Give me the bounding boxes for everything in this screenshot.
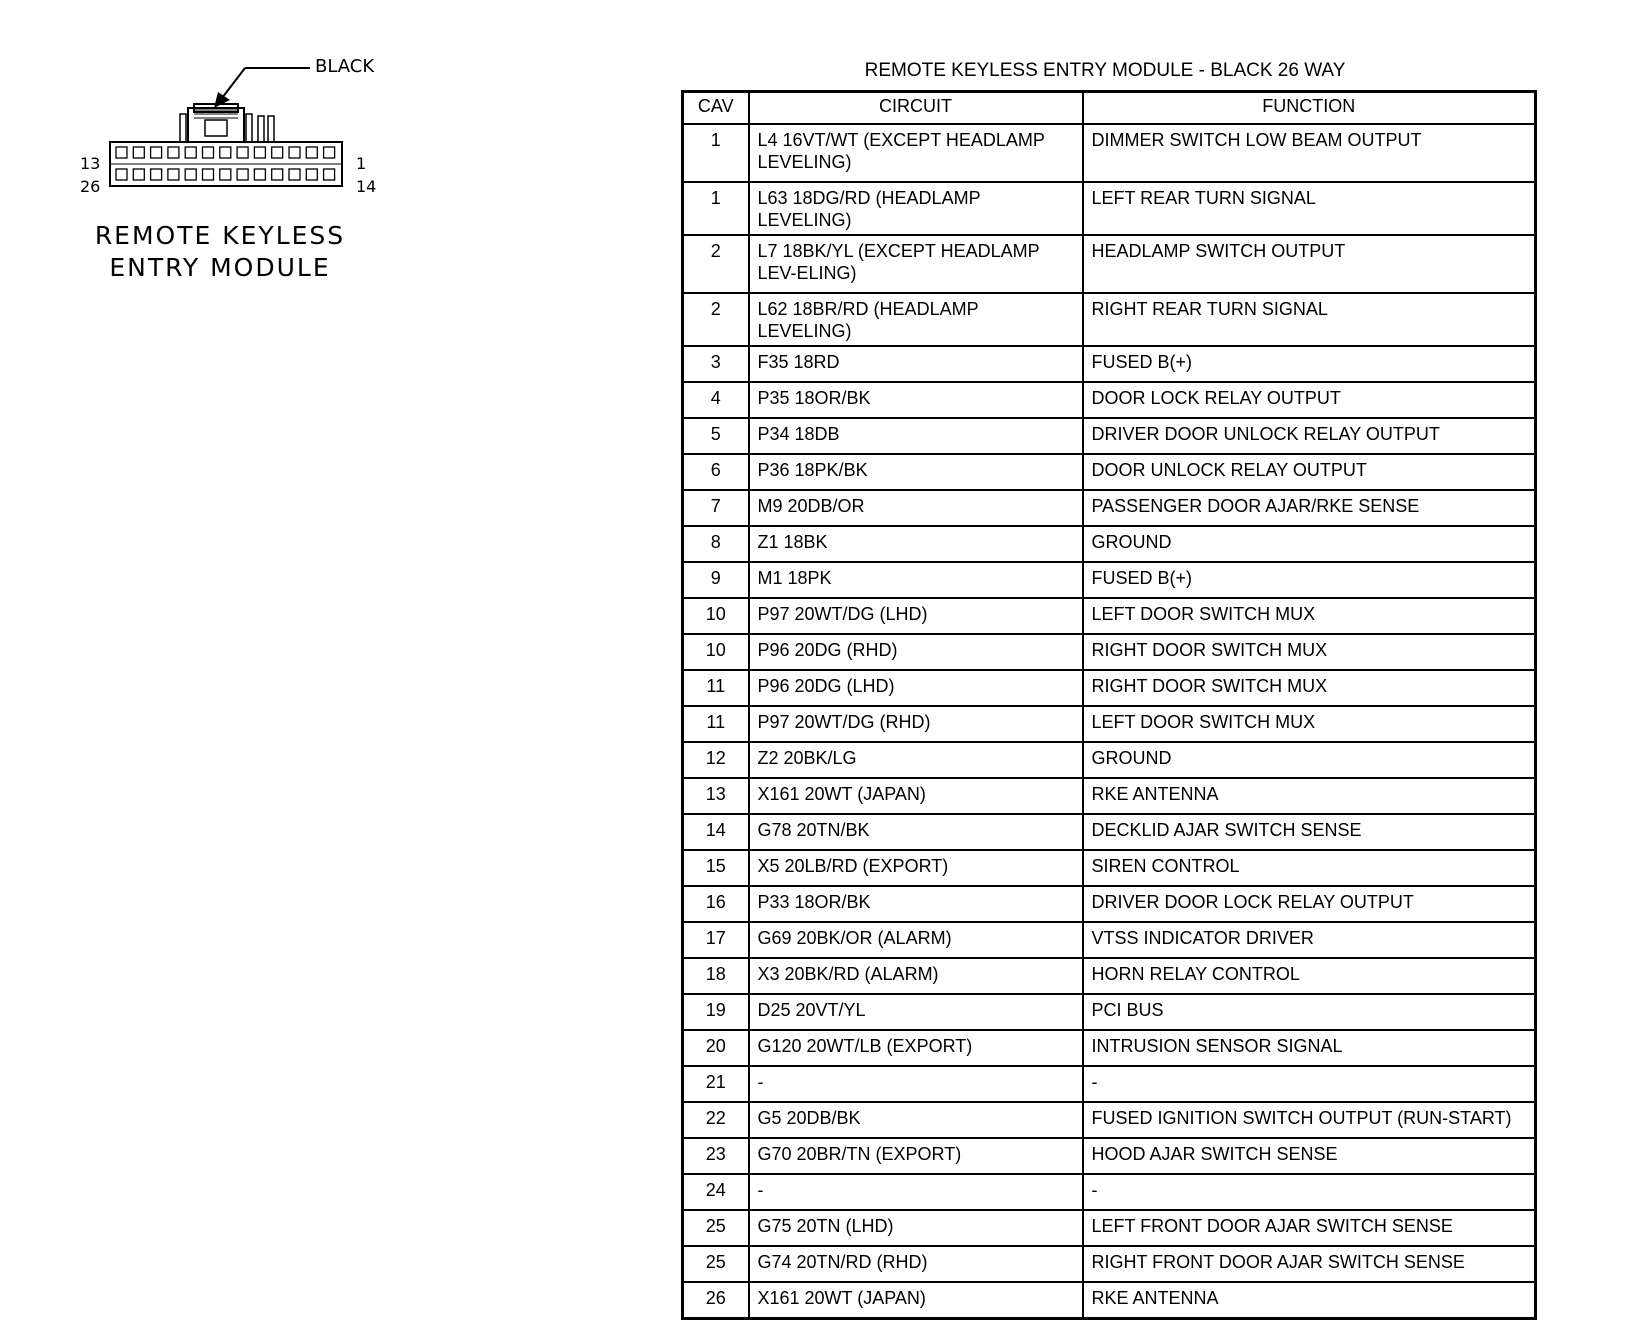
circuit-cell: X3 20BK/RD (ALARM) — [749, 958, 1083, 994]
function-cell: DOOR UNLOCK RELAY OUTPUT — [1083, 454, 1536, 490]
pin-cavity — [185, 147, 196, 158]
cav-cell: 7 — [683, 490, 749, 526]
cav-cell: 13 — [683, 778, 749, 814]
pin-cavity — [237, 147, 248, 158]
table-row — [683, 1138, 1536, 1174]
pin-label-13: 13 — [80, 154, 101, 173]
circuit-cell: L7 18BK/YL (EXCEPT HEADLAMP LEV-ELING) — [749, 235, 1083, 293]
table-row — [683, 598, 1536, 634]
circuit-cell: P97 20WT/DG (RHD) — [749, 706, 1083, 742]
cav-cell: 10 — [683, 634, 749, 670]
pin-cavity — [306, 169, 317, 180]
pin-cavity — [220, 147, 231, 158]
function-cell: LEFT REAR TURN SIGNAL — [1083, 182, 1536, 235]
circuit-cell: X161 20WT (JAPAN) — [749, 1282, 1083, 1319]
cav-cell: 23 — [683, 1138, 749, 1174]
pin-cavity — [203, 147, 214, 158]
circuit-cell: L4 16VT/WT (EXCEPT HEADLAMP LEVELING) — [749, 124, 1083, 182]
header-cav: CAV — [683, 92, 749, 125]
function-cell: DIMMER SWITCH LOW BEAM OUTPUT — [1083, 124, 1536, 182]
function-cell: RIGHT FRONT DOOR AJAR SWITCH SENSE — [1083, 1246, 1536, 1282]
table-row — [683, 1174, 1536, 1210]
function-cell: RIGHT DOOR SWITCH MUX — [1083, 634, 1536, 670]
pin-cavity — [272, 147, 283, 158]
circuit-cell: G120 20WT/LB (EXPORT) — [749, 1030, 1083, 1066]
table-row — [683, 706, 1536, 742]
cav-cell: 21 — [683, 1066, 749, 1102]
function-cell: FUSED B(+) — [1083, 562, 1536, 598]
pin-cavity — [289, 169, 300, 180]
table-row — [683, 778, 1536, 814]
table-row — [683, 922, 1536, 958]
function-cell: - — [1083, 1174, 1536, 1210]
cav-cell: 26 — [683, 1282, 749, 1319]
pin-cavity — [168, 169, 179, 180]
circuit-cell: P33 18OR/BK — [749, 886, 1083, 922]
cav-cell: 19 — [683, 994, 749, 1030]
function-cell: VTSS INDICATOR DRIVER — [1083, 922, 1536, 958]
header-circuit: CIRCUIT — [749, 92, 1083, 125]
cav-cell: 2 — [683, 293, 749, 346]
circuit-cell: M9 20DB/OR — [749, 490, 1083, 526]
circuit-cell: Z2 20BK/LG — [749, 742, 1083, 778]
cav-cell: 14 — [683, 814, 749, 850]
table-row — [683, 235, 1536, 293]
function-cell: RIGHT REAR TURN SIGNAL — [1083, 293, 1536, 346]
pin-cavity — [133, 147, 144, 158]
function-cell: - — [1083, 1066, 1536, 1102]
table-title: REMOTE KEYLESS ENTRY MODULE - BLACK 26 WAY — [864, 60, 1346, 81]
pin-cavity — [168, 147, 179, 158]
pin-cavity — [324, 147, 335, 158]
circuit-cell: G74 20TN/RD (RHD) — [749, 1246, 1083, 1282]
function-cell: RKE ANTENNA — [1083, 1282, 1536, 1319]
circuit-cell: G69 20BK/OR (ALARM) — [749, 922, 1083, 958]
cav-cell: 2 — [683, 235, 749, 293]
cav-cell: 25 — [683, 1246, 749, 1282]
table-row — [683, 1210, 1536, 1246]
connector-figure — [70, 50, 400, 290]
pin-cavity — [254, 147, 265, 158]
pin-cavity — [116, 169, 127, 180]
circuit-cell: - — [749, 1066, 1083, 1102]
pin-label-14: 14 — [356, 177, 377, 196]
pin-cavity — [272, 169, 283, 180]
function-cell: HORN RELAY CONTROL — [1083, 958, 1536, 994]
function-cell: HEADLAMP SWITCH OUTPUT — [1083, 235, 1536, 293]
caption-line-1: REMOTE KEYLESS — [94, 221, 346, 250]
function-cell: DRIVER DOOR LOCK RELAY OUTPUT — [1083, 886, 1536, 922]
pin-cavity — [237, 169, 248, 180]
table-row — [683, 1066, 1536, 1102]
function-cell: LEFT DOOR SWITCH MUX — [1083, 598, 1536, 634]
function-cell: HOOD AJAR SWITCH SENSE — [1083, 1138, 1536, 1174]
table-row — [683, 1102, 1536, 1138]
circuit-cell: D25 20VT/YL — [749, 994, 1083, 1030]
pin-cavity — [203, 169, 214, 180]
header-function: FUNCTION — [1083, 92, 1536, 125]
circuit-cell: X161 20WT (JAPAN) — [749, 778, 1083, 814]
circuit-cell: M1 18PK — [749, 562, 1083, 598]
circuit-cell: P36 18PK/BK — [749, 454, 1083, 490]
function-cell: DRIVER DOOR UNLOCK RELAY OUTPUT — [1083, 418, 1536, 454]
pinout-table — [681, 90, 1537, 1320]
cav-cell: 9 — [683, 562, 749, 598]
cav-cell: 4 — [683, 382, 749, 418]
pin-cavity — [151, 147, 162, 158]
table-row — [683, 742, 1536, 778]
function-cell: RKE ANTENNA — [1083, 778, 1536, 814]
caption-line-2: ENTRY MODULE — [109, 253, 331, 282]
cav-cell: 15 — [683, 850, 749, 886]
cav-cell: 6 — [683, 454, 749, 490]
pin-label-26: 26 — [80, 177, 101, 196]
circuit-cell: P96 20DG (LHD) — [749, 670, 1083, 706]
cav-cell: 24 — [683, 1174, 749, 1210]
table-row — [683, 382, 1536, 418]
circuit-cell: G5 20DB/BK — [749, 1102, 1083, 1138]
cav-cell: 10 — [683, 598, 749, 634]
circuit-cell: P97 20WT/DG (LHD) — [749, 598, 1083, 634]
cav-cell: 8 — [683, 526, 749, 562]
function-cell: DOOR LOCK RELAY OUTPUT — [1083, 382, 1536, 418]
cav-cell: 1 — [683, 182, 749, 235]
table-row — [683, 1282, 1536, 1319]
table-row — [683, 293, 1536, 346]
table-row — [683, 562, 1536, 598]
cav-cell: 3 — [683, 346, 749, 382]
table-row — [683, 1030, 1536, 1066]
table-header-row — [683, 92, 1536, 125]
function-cell: LEFT DOOR SWITCH MUX — [1083, 706, 1536, 742]
pinout-body — [683, 124, 1536, 1319]
cav-cell: 11 — [683, 670, 749, 706]
table-row — [683, 418, 1536, 454]
pin-cavity — [220, 169, 231, 180]
table-row — [683, 994, 1536, 1030]
cav-cell: 17 — [683, 922, 749, 958]
table-row — [683, 182, 1536, 235]
function-cell: FUSED IGNITION SWITCH OUTPUT (RUN-START) — [1083, 1102, 1536, 1138]
cav-cell: 11 — [683, 706, 749, 742]
figure-caption — [70, 220, 370, 284]
cav-cell: 25 — [683, 1210, 749, 1246]
table-row — [683, 886, 1536, 922]
circuit-cell: P35 18OR/BK — [749, 382, 1083, 418]
circuit-cell: G78 20TN/BK — [749, 814, 1083, 850]
circuit-cell: P96 20DG (RHD) — [749, 634, 1083, 670]
pin-cavity — [116, 147, 127, 158]
function-cell: PASSENGER DOOR AJAR/RKE SENSE — [1083, 490, 1536, 526]
table-row — [683, 454, 1536, 490]
table-row — [683, 490, 1536, 526]
cav-cell: 5 — [683, 418, 749, 454]
circuit-cell: X5 20LB/RD (EXPORT) — [749, 850, 1083, 886]
table-row — [683, 814, 1536, 850]
table-row — [683, 850, 1536, 886]
table-row — [683, 526, 1536, 562]
function-cell: LEFT FRONT DOOR AJAR SWITCH SENSE — [1083, 1210, 1536, 1246]
table-row — [683, 346, 1536, 382]
pin-cavity — [324, 169, 335, 180]
cav-cell: 1 — [683, 124, 749, 182]
table-row — [683, 124, 1536, 182]
function-cell: GROUND — [1083, 526, 1536, 562]
circuit-cell: P34 18DB — [749, 418, 1083, 454]
table-row — [683, 670, 1536, 706]
function-cell: GROUND — [1083, 742, 1536, 778]
circuit-cell: L63 18DG/RD (HEADLAMP LEVELING) — [749, 182, 1083, 235]
circuit-cell: G75 20TN (LHD) — [749, 1210, 1083, 1246]
circuit-cell: - — [749, 1174, 1083, 1210]
pin-label-1: 1 — [356, 154, 367, 173]
function-cell: RIGHT DOOR SWITCH MUX — [1083, 670, 1536, 706]
circuit-cell: G70 20BR/TN (EXPORT) — [749, 1138, 1083, 1174]
function-cell: DECKLID AJAR SWITCH SENSE — [1083, 814, 1536, 850]
pin-cavity — [185, 169, 196, 180]
pin-cavity — [306, 147, 317, 158]
cav-cell: 20 — [683, 1030, 749, 1066]
cav-cell: 16 — [683, 886, 749, 922]
table-row — [683, 958, 1536, 994]
circuit-cell: Z1 18BK — [749, 526, 1083, 562]
function-cell: PCI BUS — [1083, 994, 1536, 1030]
cav-cell: 18 — [683, 958, 749, 994]
circuit-cell: F35 18RD — [749, 346, 1083, 382]
function-cell: SIREN CONTROL — [1083, 850, 1536, 886]
pin-cavity — [151, 169, 162, 180]
pin-cavity — [133, 169, 144, 180]
pin-cavity — [289, 147, 300, 158]
cav-cell: 12 — [683, 742, 749, 778]
pin-cavity — [254, 169, 265, 180]
cav-cell: 22 — [683, 1102, 749, 1138]
table-row — [683, 1246, 1536, 1282]
function-cell: INTRUSION SENSOR SIGNAL — [1083, 1030, 1536, 1066]
function-cell: FUSED B(+) — [1083, 346, 1536, 382]
table-row — [683, 634, 1536, 670]
connector-color-label: BLACK — [315, 56, 375, 77]
circuit-cell: L62 18BR/RD (HEADLAMP LEVELING) — [749, 293, 1083, 346]
